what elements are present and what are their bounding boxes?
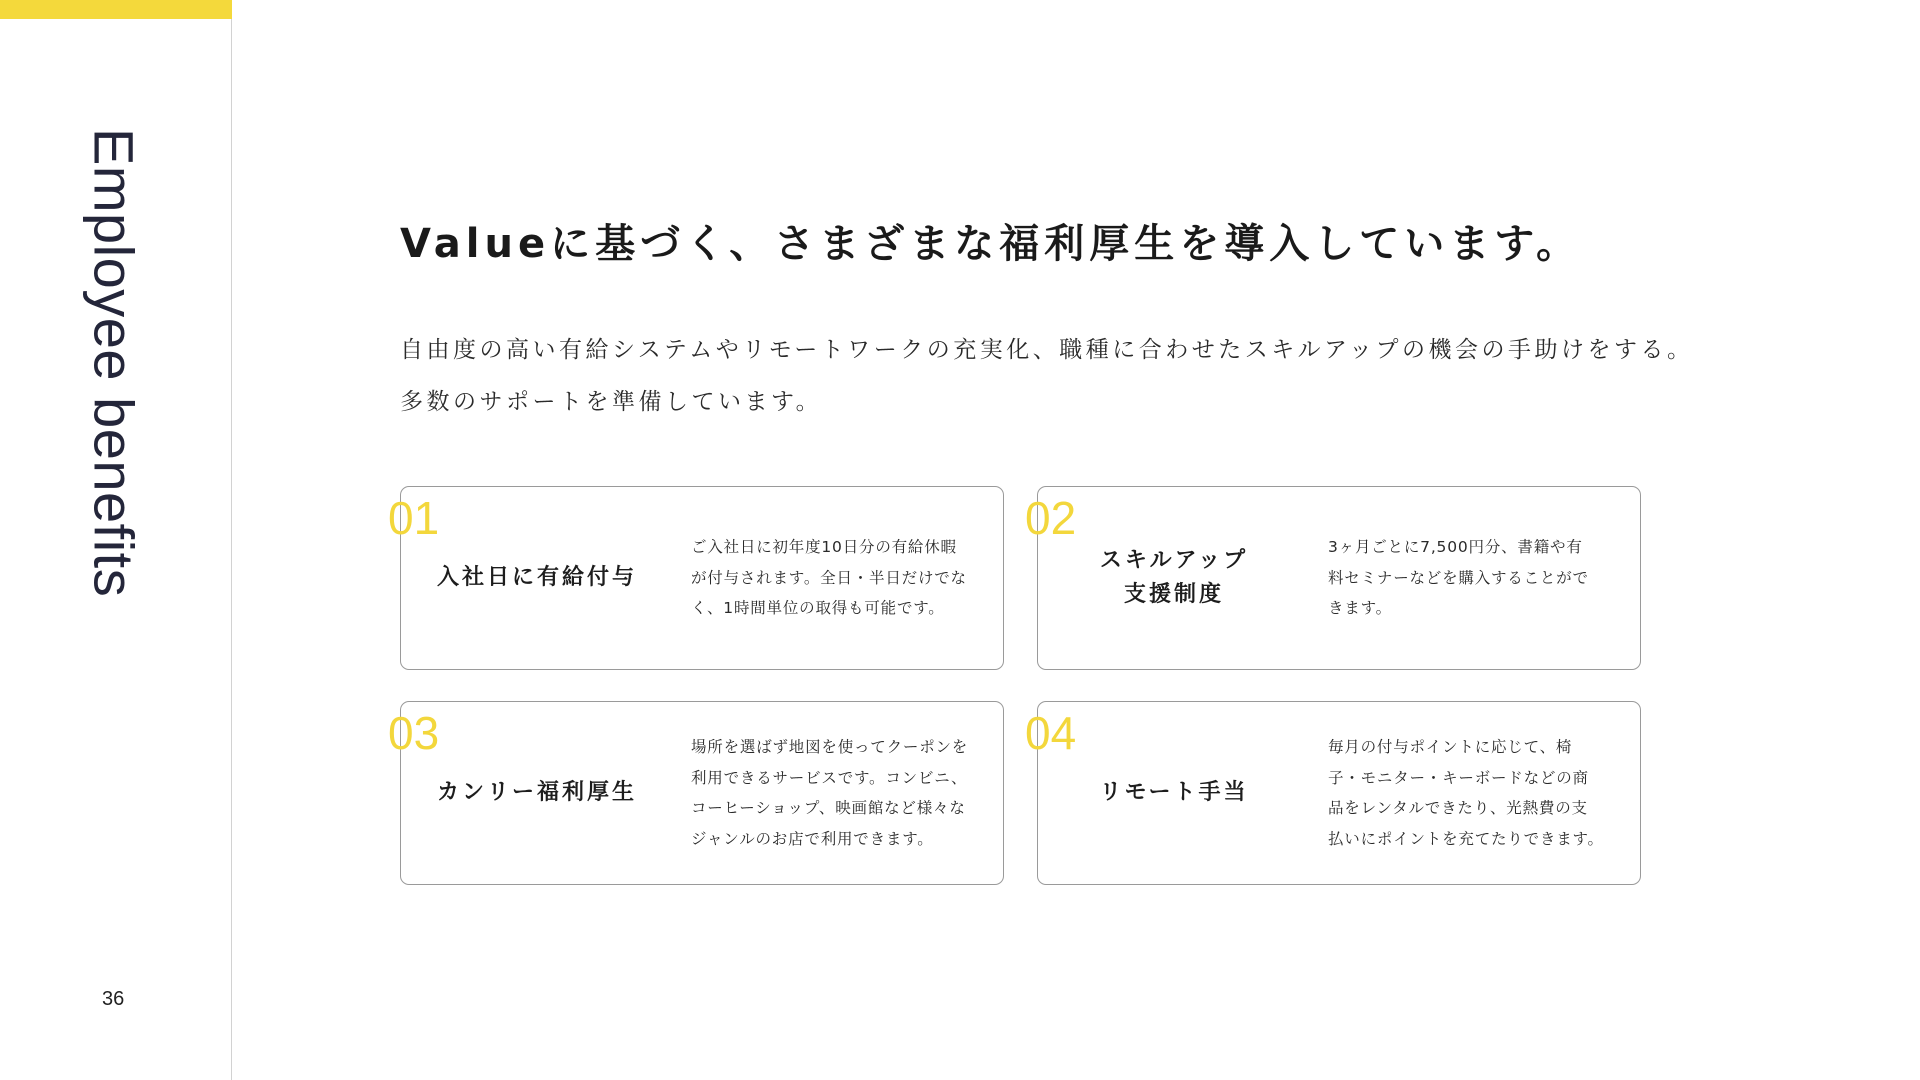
card-desc-line: 料セミナーなどを購入することがで	[1328, 568, 1589, 587]
card-description	[691, 487, 991, 669]
card-description	[691, 702, 991, 884]
benefit-card-1	[388, 486, 1004, 670]
card-desc-line: ジャンルのお店で利用できます。	[691, 829, 934, 848]
card-desc-line: が付与されます。全日・半日だけでな	[691, 568, 967, 587]
benefit-card-2	[1025, 486, 1641, 670]
card-title-line: リモート手当	[1099, 780, 1249, 805]
card-desc-line: 払いにポイントを充てたりできます。	[1328, 829, 1604, 848]
card-title-line: カンリー福利厚生	[436, 780, 637, 805]
card-desc-line: 子・モニター・キーボードなどの商	[1328, 768, 1589, 787]
card-title	[1054, 702, 1294, 884]
headline: Valueに基づく、さまざまな福利厚生を導入しています。	[400, 221, 1582, 267]
benefit-card-4	[1025, 701, 1641, 885]
card-title	[1054, 487, 1294, 669]
card-number: 01	[388, 492, 440, 544]
sidebar	[0, 0, 232, 1080]
card-title	[417, 702, 657, 884]
card-description	[1328, 487, 1628, 669]
intro-line: 多数のサポートを準備しています。	[400, 389, 823, 415]
benefit-card-3	[388, 701, 1004, 885]
card-number: 02	[1025, 492, 1077, 544]
page-number: 36	[102, 988, 125, 1010]
card-title	[417, 487, 657, 669]
card-desc-line: く、1時間単位の取得も可能です。	[691, 599, 945, 618]
card-desc-line: 場所を選ばず地図を使ってクーポンを	[691, 738, 969, 756]
card-desc-line: コーヒーショップ、映画館など様々な	[691, 799, 966, 817]
accent-bar	[0, 0, 232, 19]
card-desc-line: ご入社日に初年度10日分の有給休暇	[691, 538, 957, 557]
card-title-line: スキルアップ	[1099, 548, 1249, 573]
card-desc-line: 毎月の付与ポイントに応じて、椅	[1328, 738, 1573, 756]
intro-line: 自由度の高い有給システムやリモートワークの充実化、職種に合わせたスキルアップの機会の手助けをする。	[400, 337, 1694, 363]
intro-text	[400, 324, 1693, 428]
card-desc-line: 3ヶ月ごとに7,500円分、書籍や有	[1328, 538, 1583, 557]
section-title: Employee benefits	[82, 128, 146, 598]
card-desc-line: 利用できるサービスです。コンビニ、	[691, 768, 968, 787]
card-number: 04	[1025, 707, 1077, 759]
card-desc-line: 品をレンタルできたり、光熱費の支	[1328, 799, 1588, 817]
card-desc-line: きます。	[1328, 599, 1392, 618]
card-number: 03	[388, 707, 440, 759]
card-title-line: 支援制度	[1123, 582, 1224, 607]
card-description	[1328, 702, 1628, 884]
card-title-line: 入社日に有給付与	[436, 565, 637, 590]
